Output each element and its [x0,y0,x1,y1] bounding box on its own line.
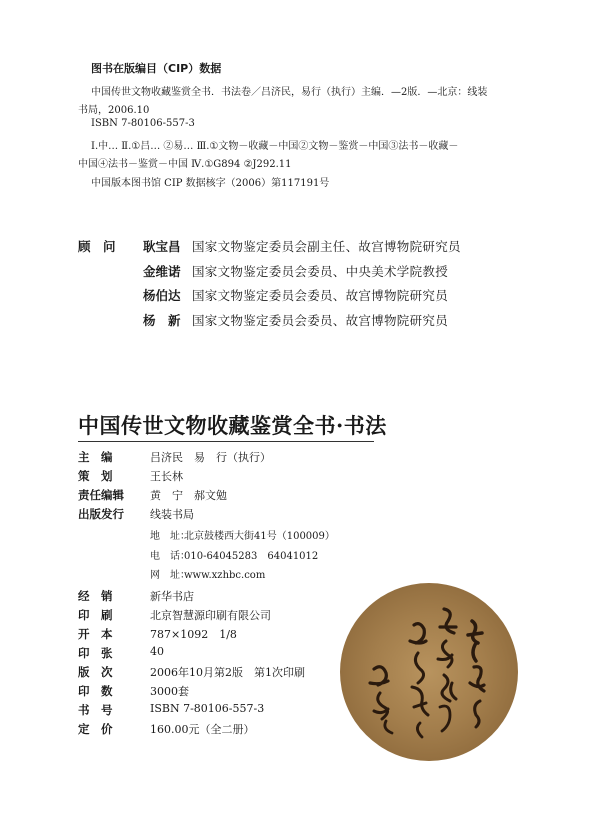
advisor-name: 金维诺 [143,264,181,279]
cip-line-5: 中国④法书－鉴赏－中国 Ⅳ.①G894 ②J292.11 [78,159,292,170]
planner-value: 王长林 [150,470,183,483]
website-value: www.xzhbc.com [184,570,266,581]
cip-line-1: 中国传世文物收藏鉴赏全书．书法卷／吕济民，易行（执行）主编．—2版．—北京：线装 [91,87,488,98]
address-value: 北京鼓楼西大街41号（100009） [184,531,335,542]
printer-value: 北京智慧源印刷有限公司 [150,609,271,622]
sheets-value: 40 [150,645,164,658]
printer-label: 印 刷 [78,608,113,622]
advisor-name: 杨伯达 [143,288,181,303]
advisor-desc: 国家文物鉴定委员会委员、故宫博物院研究员 [192,288,449,303]
address-line [150,527,335,542]
price-value: 160.00元（全二册） [150,723,255,736]
publisher-label: 出版发行 [78,507,124,521]
print-run-value: 3000套 [150,685,189,698]
advisor-desc: 国家文物鉴定委员会副主任、故宫博物院研究员 [192,239,461,254]
chief-editor-label: 主 编 [78,450,113,464]
responsible-editor-label: 责任编辑 [78,488,124,502]
book-title: 中国传世文物收藏鉴赏全书·书法 [78,413,387,438]
phone-value: 010-64045283 64041012 [184,551,319,562]
distributor-value: 新华书店 [150,590,194,603]
sheets-label: 印 张 [78,646,113,660]
advisor-desc: 国家文物鉴定委员会委员、中央美术学院教授 [192,264,449,279]
responsible-editor-value: 黄 宁 郝文勉 [150,489,227,502]
website-key: 网 址： [150,570,190,581]
calligraphy-strokes [340,583,518,761]
planner-label: 策 划 [78,469,113,483]
advisor-name: 耿宝昌 [143,239,181,254]
cip-isbn: ISBN 7-80106-557-3 [91,118,195,129]
cip-line-2: 书局，2006.10 [78,105,150,116]
cip-heading: 图书在版编目（CIP）数据 [91,62,222,75]
advisor-name: 杨 新 [143,313,181,328]
advisors-label: 顾 问 [78,239,116,254]
isbn-label: 书 号 [78,703,113,717]
isbn-value: ISBN 7-80106-557-3 [150,702,265,715]
cip-line-6: 中国版本图书馆 CIP 数据核字（2006）第117191号 [91,178,330,189]
edition-value: 2006年10月第2版 第1次印刷 [150,666,305,679]
title-divider [78,441,374,442]
format-label: 开 本 [78,627,113,641]
cip-line-4: Ⅰ.中… Ⅱ.①吕… ②易… Ⅲ.①文物－收藏－中国②文物－鉴赏－中国③法书－收藏－ [91,141,459,152]
distributor-label: 经 销 [78,589,113,603]
chief-editor-value: 吕济民 易 行（执行） [150,451,271,464]
print-run-label: 印 数 [78,684,113,698]
advisor-desc: 国家文物鉴定委员会委员、故宫博物院研究员 [192,313,449,328]
address-key: 地 址： [150,531,190,542]
calligraphy-seal-image [340,583,518,761]
publisher-value: 线装书局 [150,508,194,521]
format-value: 787×1092 1/8 [150,628,237,641]
website-line [150,566,265,581]
price-label: 定 价 [78,722,113,736]
phone-key: 电 话： [150,551,190,562]
edition-label: 版 次 [78,665,113,679]
phone-line [150,547,318,562]
